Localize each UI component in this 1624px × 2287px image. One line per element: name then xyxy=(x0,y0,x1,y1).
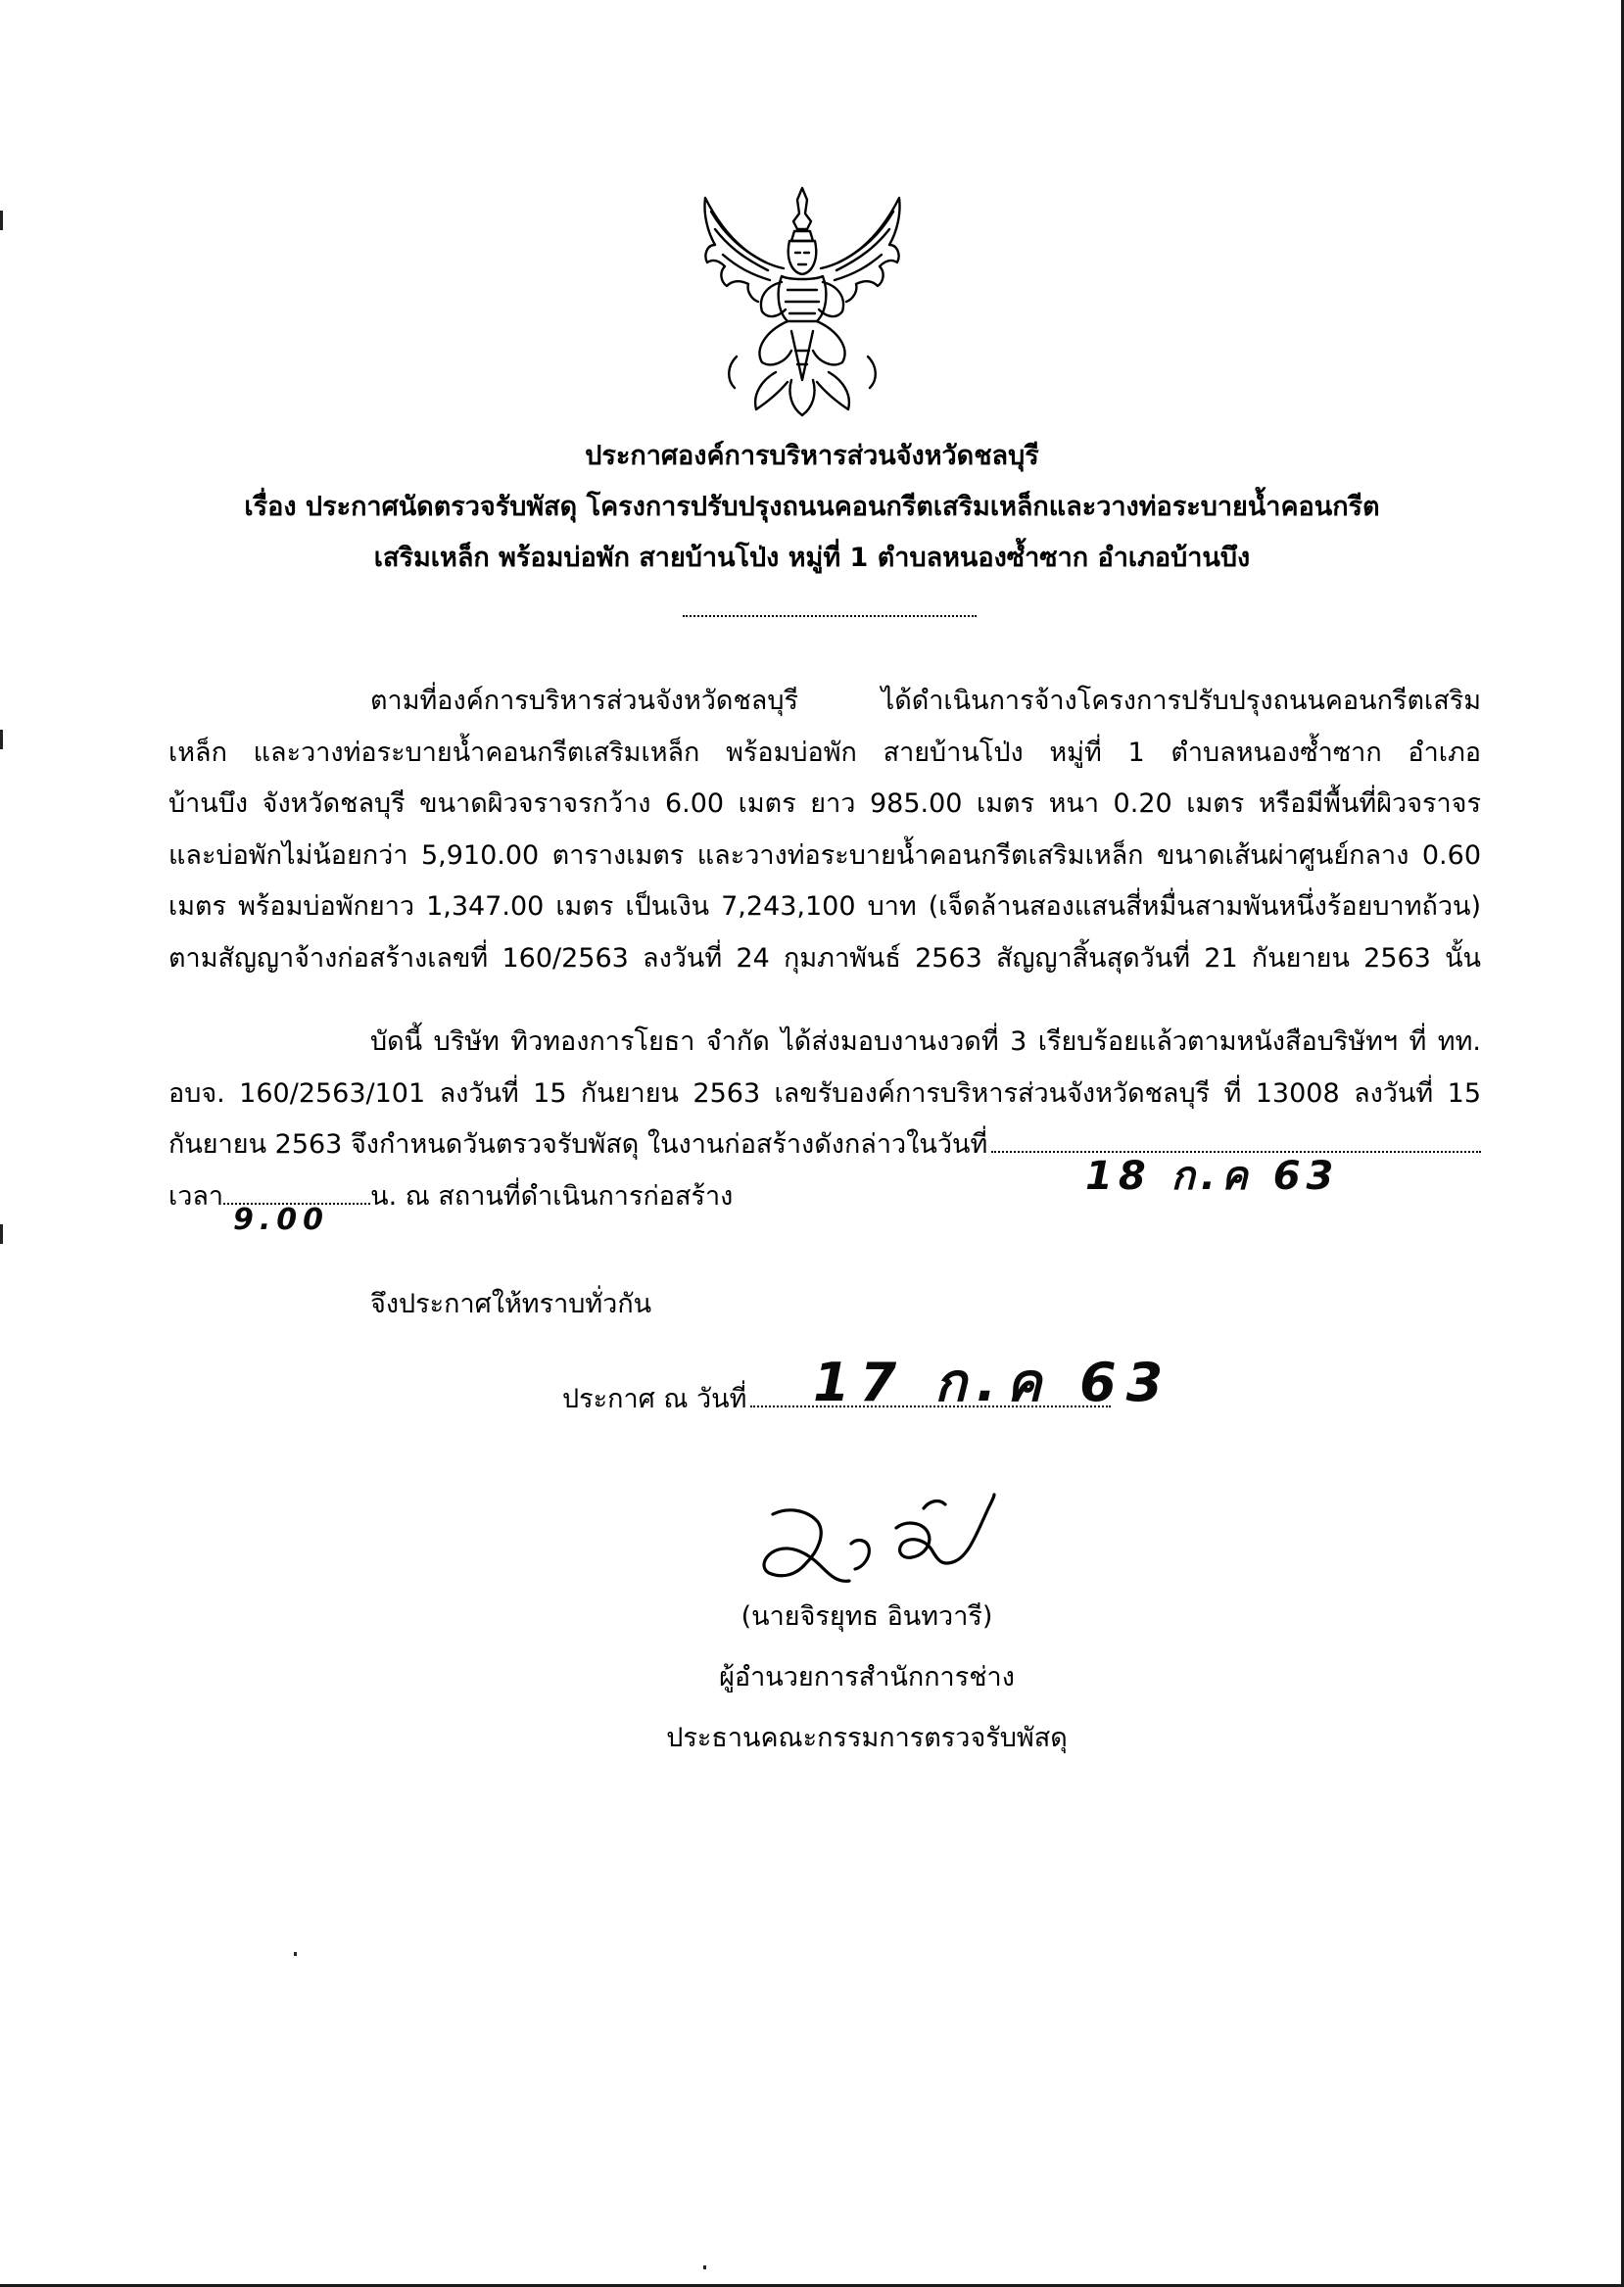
paragraph-line: ตามสัญญาจ้างก่อสร้างเลขที่ 160/2563 ลงวันที่ 24 กุมภาพันธ์ 2563 สัญญาสิ้นสุดวันที่ 21 กันยายน 2563 นั้น xyxy=(168,942,1481,974)
scan-mark xyxy=(294,1952,297,1956)
handwritten-inspection-date: 18 ก.ค 63 xyxy=(1085,1154,1340,1199)
inspection-time-field xyxy=(223,1178,370,1204)
closing-text: จึงประกาศให้ทราบทั่วกัน xyxy=(370,1289,652,1319)
time-prefix: เวลา xyxy=(168,1180,224,1212)
paragraph-line: เมตร พร้อมบ่อพักยาว 1,347.00 เมตร เป็นเงิน 7,243,100 บาท (เจ็ดล้านสองแสนสี่หมื่นสามพันหนึ่งร้อยบาทถ้วน) xyxy=(168,891,1481,922)
handwritten-announce-date: 17 ก.ค 63 xyxy=(813,1352,1173,1413)
paragraph-project-details xyxy=(168,676,1481,984)
title-separator xyxy=(683,615,977,617)
paragraph-line: อบจ. 160/2563/101 ลงวันที่ 15 กันยายน 2563 เลขรับองค์การบริหารส่วนจังหวัดชลบุรี ที่ 13008 ลงวันที่ 15 xyxy=(168,1077,1481,1109)
scan-mark xyxy=(0,1224,3,1244)
title-line: เสริมเหล็ก พร้อมบ่อพัก สายบ้านโป่ง หมู่ที่ 1 ตำบลหนองซ้ำซาก อำเภอบ้านบึง xyxy=(373,543,1251,573)
signatory-role: ประธานคณะกรรมการตรวจรับพัสดุ xyxy=(666,1723,1068,1753)
scan-mark xyxy=(703,2265,706,2269)
scan-mark xyxy=(0,730,3,749)
paragraph-line: และบ่อพักไม่น้อยกว่า 5,910.00 ตารางเมตร และวางท่อระบายน้ำคอนกรีตเสริมเหล็ก ขนาดเส้นผ่าศูนย์กลาง 0.60 xyxy=(168,839,1481,871)
time-suffix: น. ณ สถานที่ดำเนินการก่อสร้าง xyxy=(370,1180,734,1212)
title-line: ประกาศองค์การบริหารส่วนจังหวัดชลบุรี xyxy=(585,441,1039,471)
paragraph-line: กันยายน 2563 จึงกำหนดวันตรวจรับพัสดุ ในงานก่อสร้างดังกล่าวในวันที่ xyxy=(168,1129,988,1160)
scan-mark xyxy=(0,211,3,230)
signatory-name: (นายจิรยุทธ อินทวารี) xyxy=(740,1601,993,1632)
paragraph-line: บ้านบึง จังหวัดชลบุรี ขนาดผิวจราจรกว้าง 6.00 เมตร ยาว 985.00 เมตร หนา 0.20 เมตร หรือมีพื้นที่ผิวจราจร xyxy=(168,788,1481,819)
announcement-title xyxy=(0,431,1624,584)
signatory-position: ผู้อำนวยการสำนักการช่าง xyxy=(719,1662,1015,1692)
garuda-emblem-icon xyxy=(697,184,908,419)
announce-label: ประกาศ ณ วันที่ xyxy=(562,1384,747,1414)
closing-line xyxy=(370,1279,958,1331)
paragraph-line: เหล็ก และวางท่อระบายน้ำคอนกรีตเสริมเหล็ก พร้อมบ่อพัก สายบ้านโป่ง หมู่ที่ 1 ตำบลหนองซ้ำซาก อำเภอ xyxy=(168,737,1481,768)
signatory-block xyxy=(549,1587,1185,1769)
paragraph-line: ตามที่องค์การบริหารส่วนจังหวัดชลบุรี ได้ดำเนินการจ้างโครงการปรับปรุงถนนคอนกรีตเสริม xyxy=(370,686,1481,716)
paragraph-line: บัดนี้ บริษัท ทิวทองการโยธา จำกัด ได้ส่งมอบงานงวดที่ 3 เรียบร้อยแล้วตามหนังสือบริษัทฯ ที่ ทท. xyxy=(370,1026,1481,1057)
signature-image xyxy=(749,1489,1043,1601)
handwritten-inspection-time: 9.00 xyxy=(233,1203,330,1237)
title-line: เรื่อง ประกาศนัดตรวจรับพัสดุ โครงการปรับปรุงถนนคอนกรีตเสริมเหล็กและวางท่อระบายน้ำคอนกรีต xyxy=(244,492,1380,522)
